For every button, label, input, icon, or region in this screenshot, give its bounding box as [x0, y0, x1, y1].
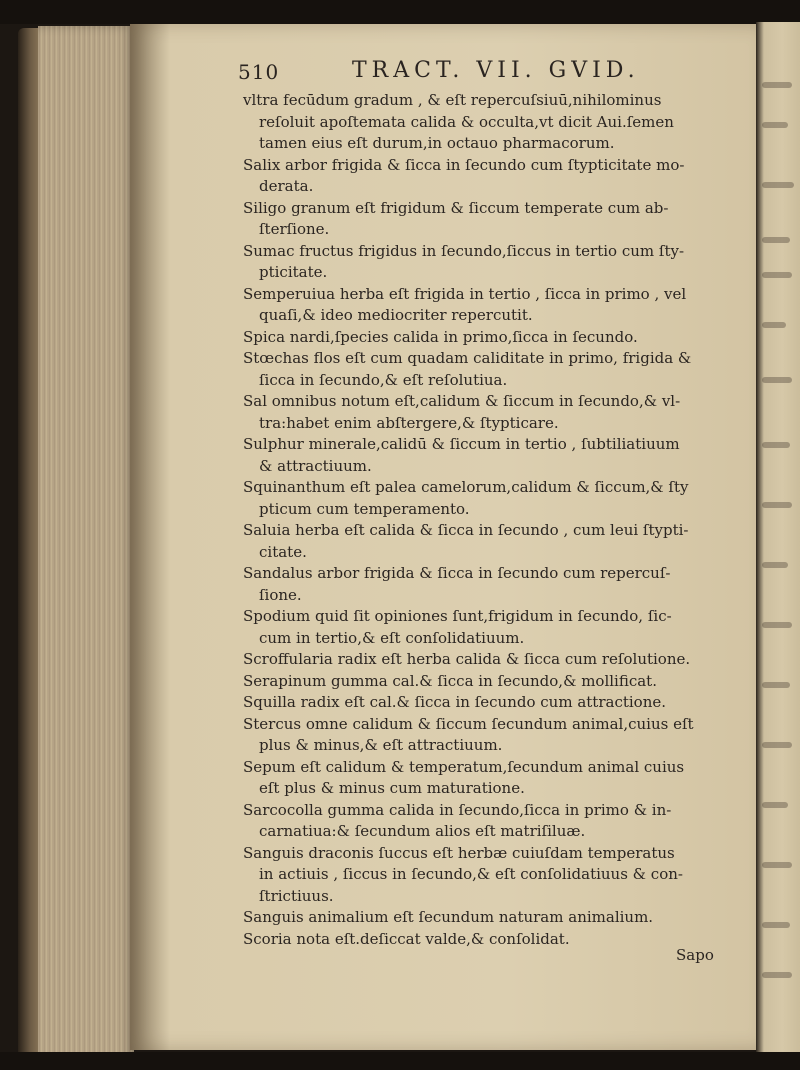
text-line: tamen eius eſt durum,in octauo pharmacorum. — [259, 134, 615, 152]
running-head: TRACT. VII. GVID. — [352, 58, 640, 83]
text-line: Squinanthum eſt palea camelorum,calidum & ſiccum,& ſty — [243, 478, 689, 496]
text-line: Sepum eſt calidum & temperatum,ſecundum animal cuius — [243, 757, 685, 776]
text-line: carnatiua:& ſecundum alios eſt matriſiluæ. — [259, 822, 586, 840]
text-entry — [243, 757, 763, 800]
text-line: ſtrictiuus. — [259, 886, 334, 905]
text-line: ſterſione. — [259, 220, 330, 238]
text-entry — [243, 391, 763, 434]
text-line: ſione. — [259, 585, 302, 604]
text-line: vltra fecūdum gradum , & eſt repercuſsiuū,nihilominus — [243, 91, 662, 109]
catchword: Sapo — [676, 946, 714, 964]
background-bottom — [0, 1052, 800, 1070]
text-entry — [243, 327, 763, 349]
page-header — [238, 52, 668, 86]
text-line: Sandalus arbor frigida & ſicca in ſecundo cum repercuſ- — [243, 564, 671, 582]
text-entry — [243, 520, 763, 563]
text-entry — [243, 155, 763, 198]
text-line: Sal omnibus notum eſt,calidum & ſiccum in ſecundo,& vl- — [243, 392, 681, 410]
text-entry — [243, 671, 763, 693]
text-entry — [243, 714, 763, 757]
text-block — [243, 90, 763, 950]
text-line: citate. — [259, 542, 307, 561]
text-line: plus & minus,& eſt attractiuum. — [259, 736, 503, 754]
text-line: Sanguis animalium eſt ſecundum naturam animalium. — [243, 908, 654, 926]
text-line: Scoria nota eſt.deſiccat valde,& conſolidat. — [243, 929, 570, 948]
text-line: reſoluit apoſtemata calida & occulta,vt dicit Aui.ſemen — [259, 112, 674, 131]
text-line: cum in tertio,& eſt conſolidatiuum. — [259, 628, 525, 647]
text-line: Stercus omne calidum & ſiccum ſecundum animal,cuius eſt — [243, 714, 694, 733]
background-top — [0, 0, 800, 24]
text-line: ſicca in ſecundo,& eſt reſolutiua. — [259, 370, 508, 389]
text-line: Saluia herba eſt calida & ſicca in ſecundo , cum leui ſtypti- — [243, 521, 689, 539]
text-line: Squilla radix eſt cal.& ſicca in ſecundo cum attractione. — [243, 693, 667, 711]
text-line: pticum cum temperamento. — [259, 499, 470, 518]
text-line: Siligo granum eſt frigidum & ſiccum temperate cum ab- — [243, 198, 669, 217]
text-line: Semperuiua herba eſt frigida in tertio , ſicca in primo , vel — [243, 284, 687, 303]
text-line: in actiuis , ſiccus in ſecundo,& eſt conſolidatiuus & con- — [259, 865, 683, 883]
text-entry — [243, 198, 763, 241]
text-entry — [243, 477, 763, 520]
text-line: Salix arbor frigida & ſicca in ſecundo cum ſtypticitate mo- — [243, 155, 685, 174]
text-line: derata. — [259, 177, 314, 195]
text-line: Spica nardi,ſpecies calida in primo,ſicca in ſecundo. — [243, 327, 638, 346]
text-line: & attractiuum. — [259, 456, 372, 475]
book-cover-edge — [18, 28, 40, 1058]
text-line: Spodium quid ſit opiniones ſunt,frigidum in ſecundo, ſic- — [243, 607, 672, 625]
text-entry — [243, 800, 763, 843]
page-number: 510 — [238, 60, 280, 84]
text-entry — [243, 348, 763, 391]
text-entry — [243, 843, 763, 908]
text-line: Scroffularia radix eſt herba calida & ſicca cum reſolutione. — [243, 650, 691, 668]
text-entry — [243, 434, 763, 477]
text-line: tra:habet enim abſtergere,& ſtypticare. — [259, 413, 559, 432]
text-line: Sanguis draconis ſuccus eſt herbæ cuiuſdam temperatus — [243, 843, 675, 862]
text-entry — [243, 90, 763, 155]
text-entry — [243, 563, 763, 606]
text-entry — [243, 907, 763, 929]
text-line: eſt plus & minus cum maturatione. — [259, 779, 525, 797]
text-line: Sarcocolla gumma calida in ſecundo,ſicca in primo & in- — [243, 800, 672, 819]
text-line: Sulphur minerale,calidū & ſiccum in tertio , ſubtiliatiuum — [243, 435, 680, 453]
text-line: Serapinum gumma cal.& ſicca in ſecundo,& mollificat. — [243, 671, 657, 690]
text-entry — [243, 284, 763, 327]
page-stack-edge — [38, 26, 134, 1062]
text-entry — [243, 241, 763, 284]
text-entry — [243, 606, 763, 649]
text-line: Sumac fructus frigidus in ſecundo,ſiccus in tertio cum ſty- — [243, 241, 685, 260]
text-line: Stœchas flos eſt cum quadam caliditate in primo, frigida & — [243, 349, 692, 367]
text-line: pticitate. — [259, 263, 328, 281]
text-entry — [243, 692, 763, 714]
text-line: quaſi,& ideo mediocriter repercutit. — [259, 306, 533, 324]
text-entry — [243, 649, 763, 671]
